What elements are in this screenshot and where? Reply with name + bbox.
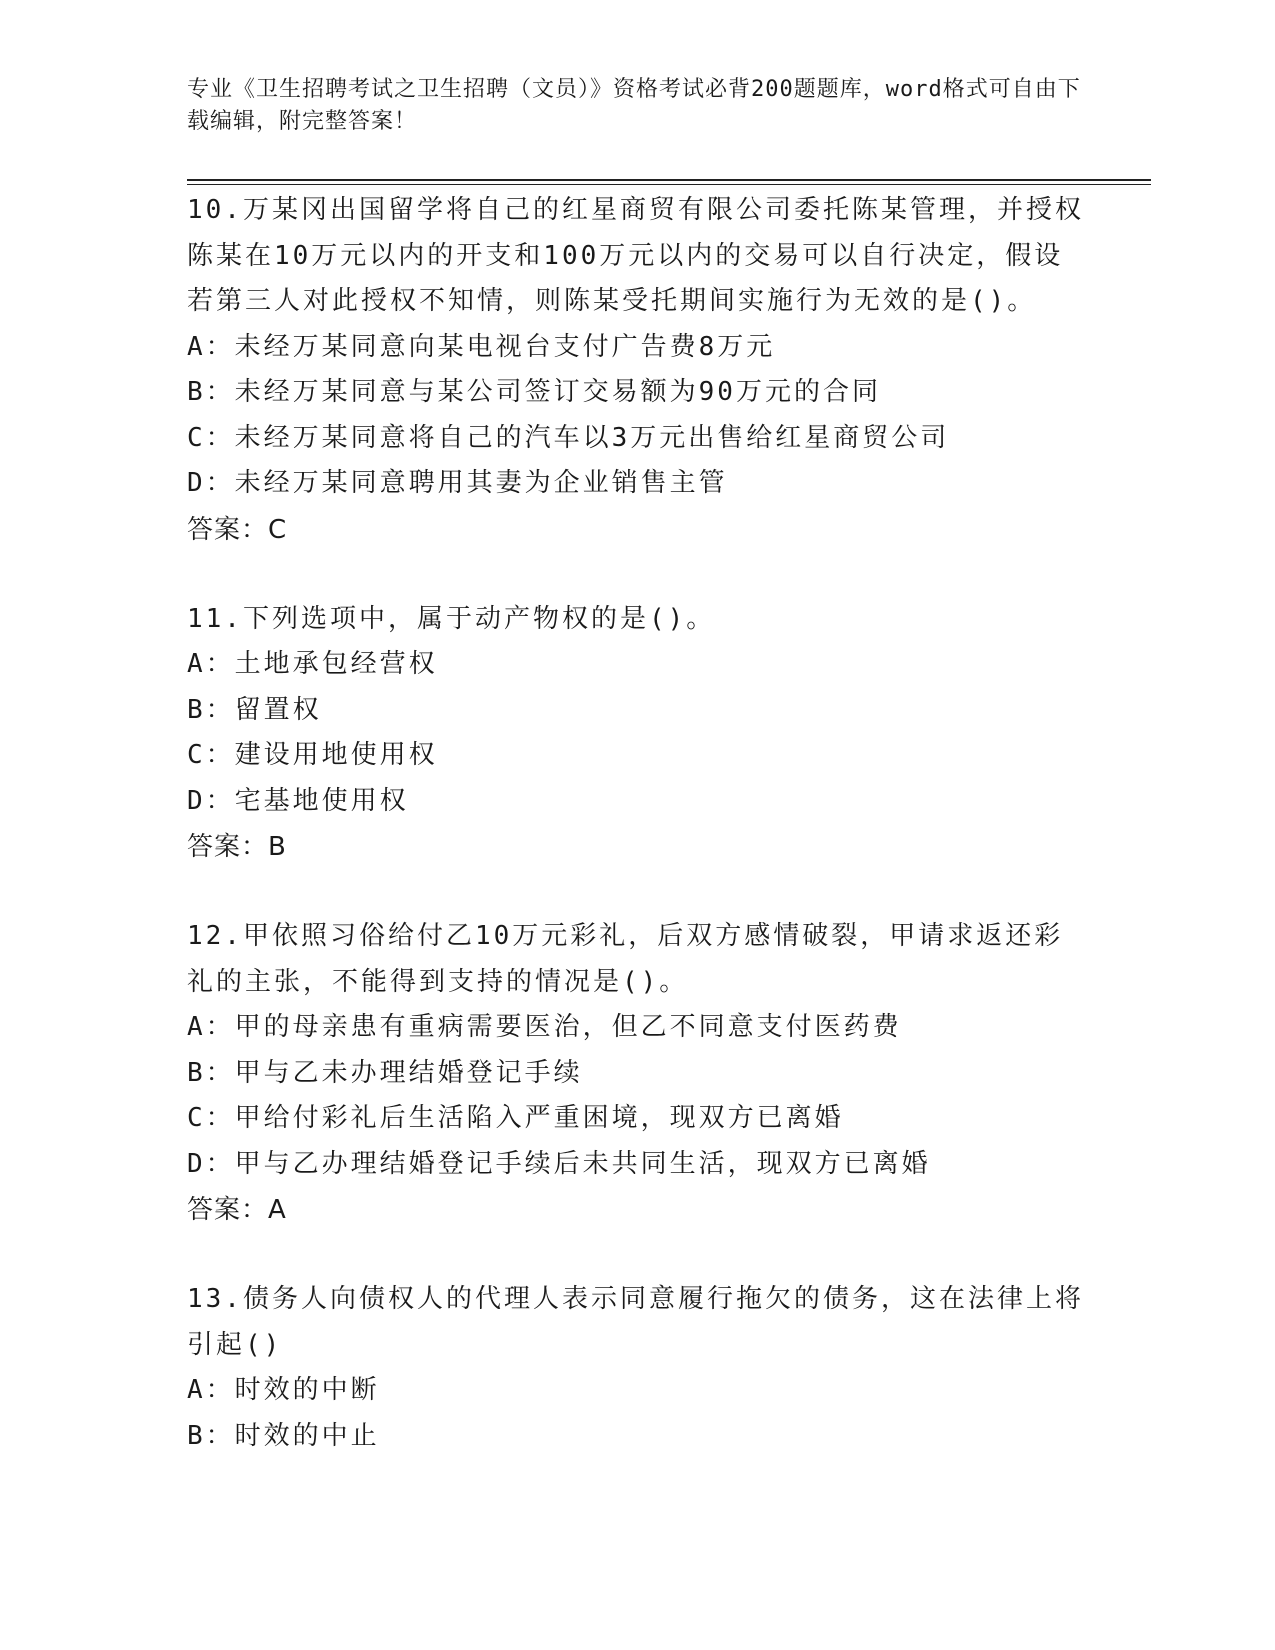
- option-a: A：未经万某同意向某电视台支付广告费8万元: [187, 331, 776, 362]
- question-13: [187, 1277, 1087, 1459]
- question-text: 12.甲依照习俗给付乙10万元彩礼，后双方感情破裂，甲请求返还彩礼的主张，不能得到支持的情况是()。: [187, 921, 1064, 997]
- option-b: B：甲与乙未办理结婚登记手续: [187, 1057, 583, 1088]
- option-a: A：时效的中断: [187, 1375, 380, 1405]
- question-11: [187, 597, 1087, 871]
- option-b: B：未经万某同意与某公司签订交易额为90万元的合同: [187, 377, 881, 407]
- option-b: B：时效的中止: [187, 1420, 380, 1451]
- question-text: 11.下列选项中，属于动产物权的是()。: [187, 603, 716, 634]
- question-10: [187, 188, 1087, 553]
- header-divider-thin: [187, 184, 1151, 185]
- option-c: C：未经万某同意将自己的汽车以3万元出售给红星商贸公司: [187, 422, 950, 453]
- option-c: C：甲给付彩礼后生活陷入严重困境，现双方已离婚: [187, 1103, 844, 1133]
- document-header: 专业《卫生招聘考试之卫生招聘（文员）》资格考试必背200题题库，word格式可自由下载编辑，附完整答案！: [187, 77, 1081, 134]
- answer: 答案：A: [187, 1195, 287, 1225]
- question-list: [187, 188, 1087, 1503]
- question-text: 10.万某冈出国留学将自己的红星商贸有限公司委托陈某管理，并授权陈某在10万元以内的开支和100万元以内的交易可以自行决定，假设若第三人对此授权不知情，则陈某受托期间实施行为无效的是()。: [187, 195, 1084, 316]
- answer: 答案：B: [187, 832, 287, 862]
- option-a: A：土地承包经营权: [187, 649, 438, 679]
- question-text: 13.债务人向债权人的代理人表示同意履行拖欠的债务，这在法律上将引起(): [187, 1284, 1084, 1360]
- question-12: [187, 914, 1087, 1233]
- header-divider-thick: [187, 179, 1151, 181]
- option-d: D：甲与乙办理结婚登记手续后未共同生活，现双方已离婚: [187, 1148, 931, 1179]
- option-c: C：建设用地使用权: [187, 740, 438, 770]
- option-d: D：宅基地使用权: [187, 785, 409, 816]
- answer: 答案：C: [187, 514, 288, 545]
- option-a: A：甲的母亲患有重病需要医治，但乙不同意支付医药费: [187, 1012, 902, 1042]
- option-d: D：未经万某同意聘用其妻为企业销售主管: [187, 468, 728, 498]
- option-b: B：留置权: [187, 694, 322, 725]
